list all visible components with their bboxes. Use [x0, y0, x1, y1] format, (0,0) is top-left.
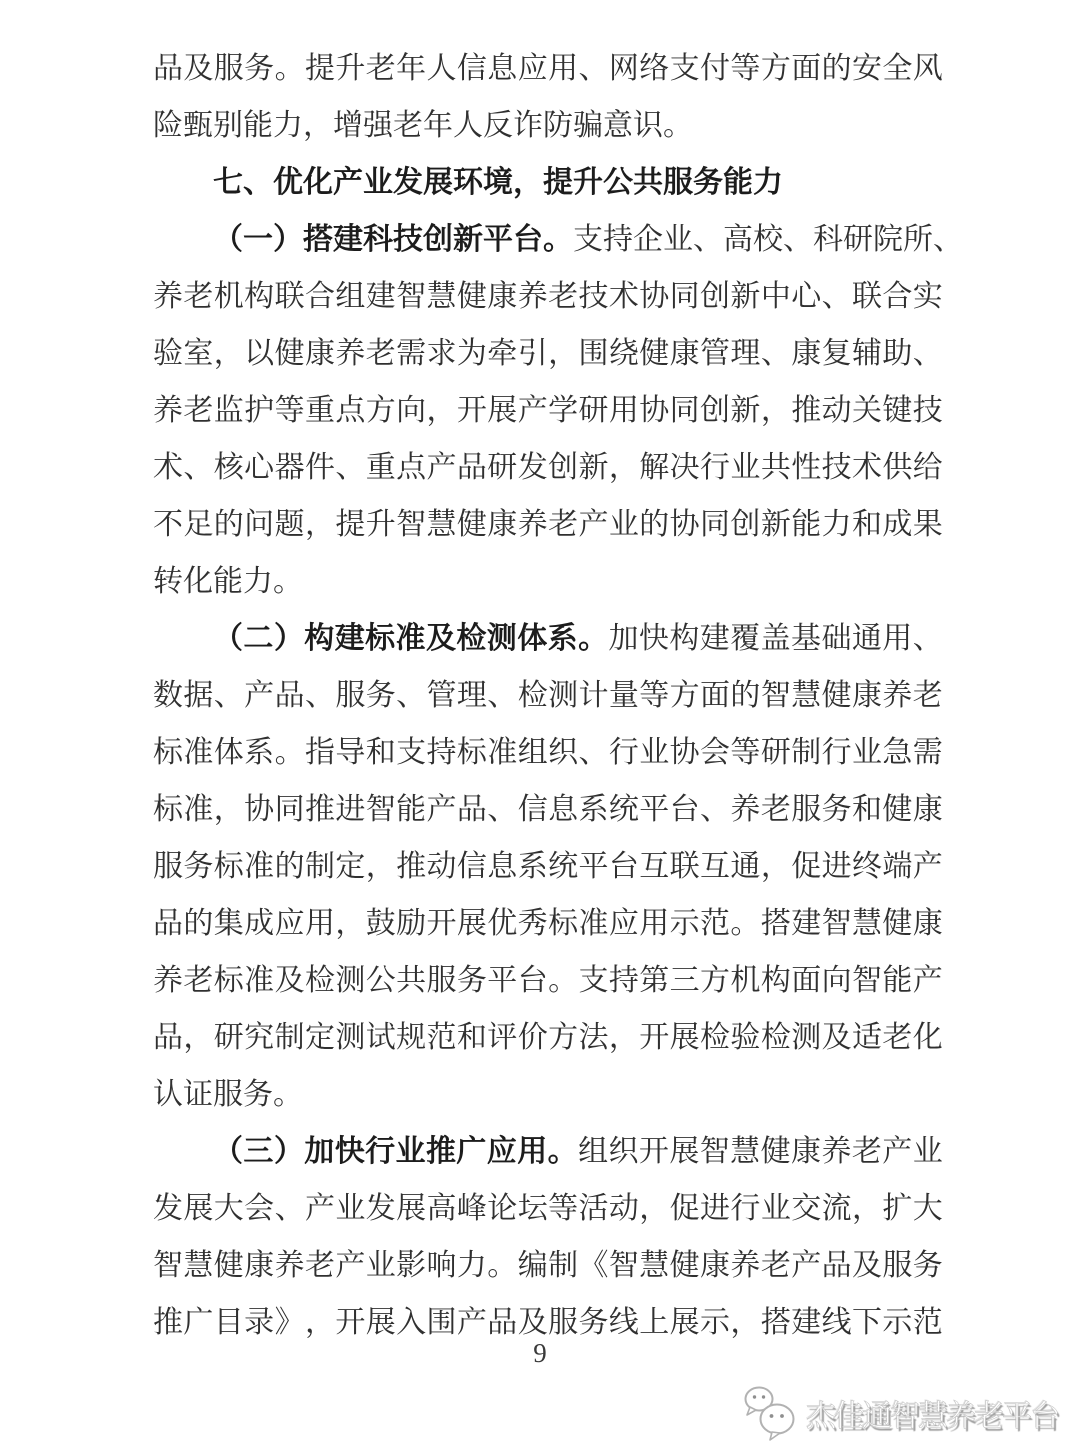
wechat-chat-bubbles-icon: [742, 1384, 798, 1442]
text-line: 养 老 标 准 及 检 测 公 共 服 务 平 台 。 支 持 第 三 方 机 构 面 向 智 能 产: [153, 963, 943, 997]
text-line: 品 及 服 务 。 提 升 老 年 人 信 息 应 用 、 网 络 支 付 等 方 面 的 安 全 风: [153, 51, 943, 85]
watermark-label: 杰佳通智慧养老平台: [806, 1400, 1058, 1433]
text-line: 术 、 核 心 器 件 、 重 点 产 品 研 发 创 新 ， 解 决 行 业 共 性 技 术 供 给: [153, 450, 943, 484]
text-line: 养 老 机 构 联 合 组 建 智 慧 健 康 养 老 技 术 协 同 创 新 中 心 、 联 合 实: [153, 279, 943, 313]
text-line: 品 的 集 成 应 用 ， 鼓 励 开 展 优 秀 标 准 应 用 示 范 。 搭 建 智 慧 健 康: [153, 906, 943, 940]
text-line: 标 准 ， 协 同 推 进 智 能 产 品 、 信 息 系 统 平 台 、 养 老 服 务 和 健 康: [153, 792, 943, 826]
text-line: （ 一 ） 搭 建 科 技 创 新 平 台 。 支 持 企 业 、 高 校 、 科 研 院 所 、: [213, 222, 963, 256]
text-line: 发 展 大 会 、 产 业 发 展 高 峰 论 坛 等 活 动 ， 促 进 行 业 交 流 ， 扩 大: [153, 1191, 943, 1225]
text-line: 验 室 ， 以 健 康 养 老 需 求 为 牵 引 ， 围 绕 健 康 管 理 、 康 复 辅 助 、: [153, 336, 943, 370]
text-line: 推 广 目 录 》 ， 开 展 入 围 产 品 及 服 务 线 上 展 示 ， 搭 建 线 下 示 范: [153, 1305, 943, 1339]
footer-watermark: [742, 1378, 1058, 1448]
text-line: 品 ， 研 究 制 定 测 试 规 范 和 评 价 方 法 ， 开 展 检 验 检 测 及 适 老 化: [153, 1020, 943, 1054]
text-line: 标 准 体 系 。 指 导 和 支 持 标 准 组 织 、 行 业 协 会 等 研 制 行 业 急 需: [153, 735, 943, 769]
text-line: （ 二 ） 构 建 标 准 及 检 测 体 系 。 加 快 构 建 覆 盖 基 础 通 用 、: [213, 621, 943, 655]
text-line: 不 足 的 问 题 ， 提 升 智 慧 健 康 养 老 产 业 的 协 同 创 新 能 力 和 成 果: [153, 507, 943, 541]
text-line: 七 、 优 化 产 业 发 展 环 境 ， 提 升 公 共 服 务 能 力: [213, 165, 783, 199]
text-line: 险 甄 别 能 力 ， 增 强 老 年 人 反 诈 防 骗 意 识 。: [153, 108, 693, 142]
text-line: 认 证 服 务 。: [153, 1077, 303, 1111]
page-number: 9: [533, 1338, 547, 1368]
text-line: 智 慧 健 康 养 老 产 业 影 响 力 。 编 制 《 智 慧 健 康 养 老 产 品 及 服 务: [153, 1248, 943, 1282]
document-body: [153, 36, 963, 1347]
text-line: 转 化 能 力 。: [153, 564, 303, 598]
text-line: （ 三 ） 加 快 行 业 推 广 应 用 。 组 织 开 展 智 慧 健 康 养 老 产 业: [213, 1134, 943, 1168]
text-line: 数 据 、 产 品 、 服 务 、 管 理 、 检 测 计 量 等 方 面 的 智 慧 健 康 养 老: [153, 678, 943, 712]
text-line: 养 老 监 护 等 重 点 方 向 ， 开 展 产 学 研 用 协 同 创 新 ， 推 动 关 键 技: [153, 393, 943, 427]
text-line: 服 务 标 准 的 制 定 ， 推 动 信 息 系 统 平 台 互 联 互 通 ， 促 进 终 端 产: [153, 849, 943, 883]
